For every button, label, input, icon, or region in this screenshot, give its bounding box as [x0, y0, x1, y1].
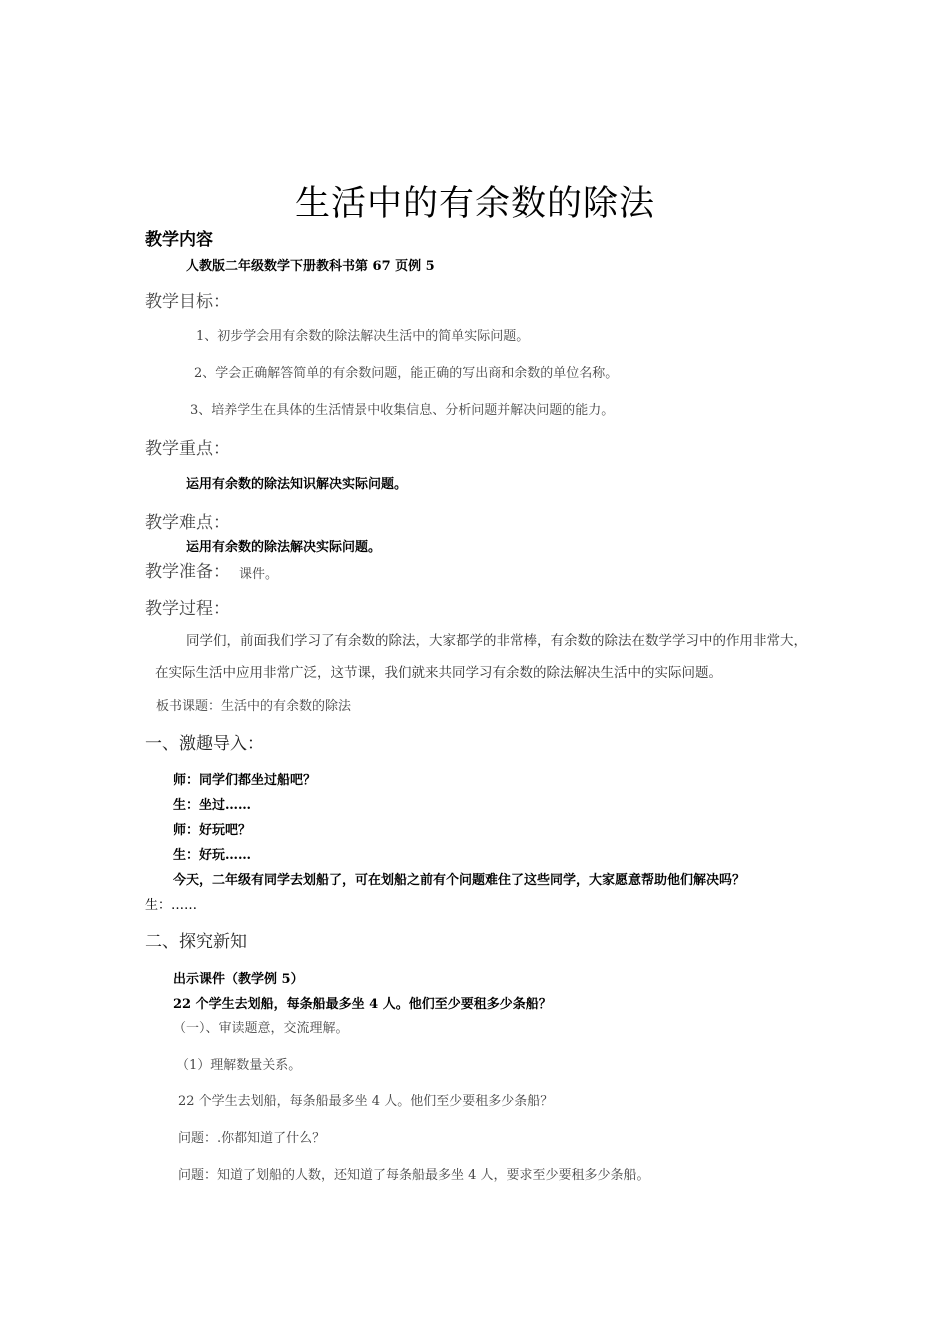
board-title: 板书课题：生活中的有余数的除法	[156, 699, 352, 714]
difficulty-heading: 教学难点：	[145, 513, 230, 533]
process-intro-paragraph: 同学们，前面我们学习了有余数的除法，大家都学的非常棒，有余数的除法在数学学习中的作用非常大，在实际生活中应用非常广泛，这节课，我们就来共同学习有余数的除法解决生活中的实际问题。	[155, 633, 807, 681]
preparation-text: 课件。	[239, 567, 279, 582]
section2-line-7: 问题：知道了划船的人数，还知道了每条船最多坐 4 人，要求至少要租多少条船。	[178, 1168, 650, 1183]
process-heading: 教学过程：	[145, 599, 230, 619]
dialog-line-5: 今天，二年级有同学去划船了，可在划船之前有个问题难住了这些同学，大家愿意帮助他们解决吗？	[173, 873, 746, 888]
preparation-heading: 教学准备：	[145, 562, 230, 582]
dialog-line-3: 师：好玩吧？	[173, 823, 252, 838]
goal-item-3: 3、培养学生在具体的生活情景中收集信息、分析问题并解决问题的能力。	[190, 403, 615, 418]
section2-line-2: 22 个学生去划船，每条船最多坐 4 人。他们至少要租多少条船？	[173, 997, 552, 1012]
document-title: 生活中的有余数的除法	[294, 184, 655, 224]
section2-line-3: （一）、审读题意，交流理解。	[173, 1021, 349, 1036]
dialog-line-2: 生：坐过……	[173, 798, 252, 813]
section2-line-5: 22 个学生去划船，每条船最多坐 4 人。他们至少要租多少条船？	[178, 1094, 554, 1109]
goals-heading: 教学目标：	[145, 292, 230, 312]
section2-line-4: （1）理解数量关系。	[176, 1058, 302, 1073]
content-heading: 教学内容	[145, 230, 213, 250]
section2-heading: 二、探究新知	[145, 932, 247, 952]
section2-line-1: 出示课件（教学例 5）	[173, 972, 304, 987]
student-reply: 生：……	[145, 898, 198, 913]
content-text: 人教版二年级数学下册教科书第 67 页例 5	[186, 259, 435, 274]
goal-item-1: 1、初步学会用有余数的除法解决生活中的简单实际问题。	[196, 329, 530, 344]
section1-heading: 一、激趣导入：	[145, 734, 264, 754]
section2-line-6: 问题：.你都知道了什么？	[178, 1131, 326, 1146]
dialog-line-1: 师：同学们都坐过船吧？	[173, 773, 317, 788]
dialog-line-4: 生：好玩……	[173, 848, 252, 863]
key-points-heading: 教学重点：	[145, 439, 230, 459]
key-points-text: 运用有余数的除法知识解决实际问题。	[186, 477, 408, 492]
goal-item-2: 2、学会正确解答简单的有余数问题，能正确的写出商和余数的单位名称。	[194, 366, 619, 381]
difficulty-text: 运用有余数的除法解决实际问题。	[186, 540, 382, 555]
